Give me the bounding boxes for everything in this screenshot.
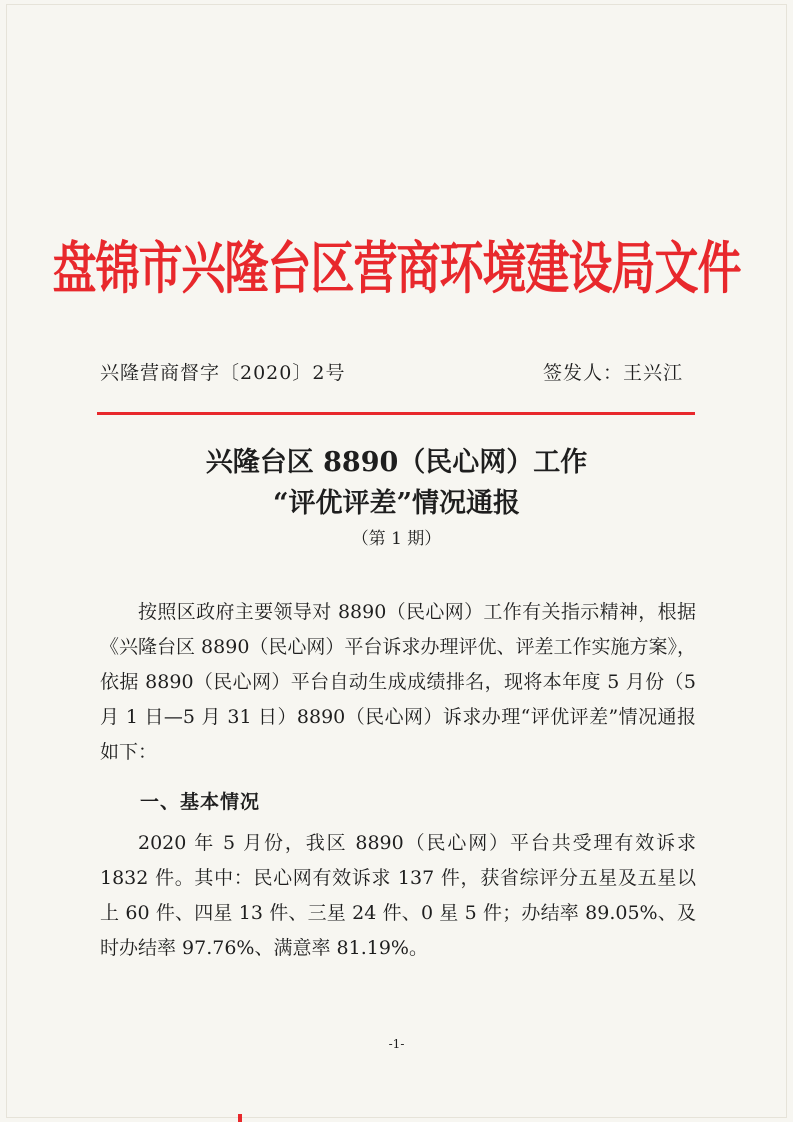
page-number: -1- bbox=[388, 1037, 405, 1051]
notice-title-line-2: “评优评差”情况通报 bbox=[272, 488, 521, 519]
issue-number: （第 1 期） bbox=[351, 529, 442, 549]
section-heading-basic-info: 一、基本情况 bbox=[140, 791, 261, 813]
signer: 签发人：王兴江 bbox=[542, 362, 683, 384]
document-number: 兴隆营商督字〔2020〕2号 bbox=[100, 362, 346, 384]
basic-info-paragraph: 2020 年 5 月份，我区 8890（民心网）平台共受理有效诉求 1832 件。其中：民心网有效诉求 137 件，获省综评分五星及五星以上 60 件、四星 13 件、三星 24 件、0 星 5 件；办结率 89.05%、及时办结率 97.76%、满意率 81.19%。 bbox=[100, 832, 696, 959]
document-header-title: 盘锦市兴隆台区营商环境建设局文件 bbox=[52, 236, 741, 302]
intro-paragraph: 按照区政府主要领导对 8890（民心网）工作有关指示精神，根据《兴隆台区 8890（民心网）平台诉求办理评优、评差工作实施方案》，依据 8890（民心网）平台自动生成成绩排名，现将本年度 5 月份（5 月 1 日—5 月 31 日）8890（民心网）诉求办理“评优评差”情况通报如下： bbox=[100, 601, 696, 763]
red-divider-line bbox=[97, 412, 695, 415]
red-ink-mark bbox=[238, 1114, 242, 1122]
notice-title-line-1: 兴隆台区 8890（民心网）工作 bbox=[205, 447, 588, 478]
